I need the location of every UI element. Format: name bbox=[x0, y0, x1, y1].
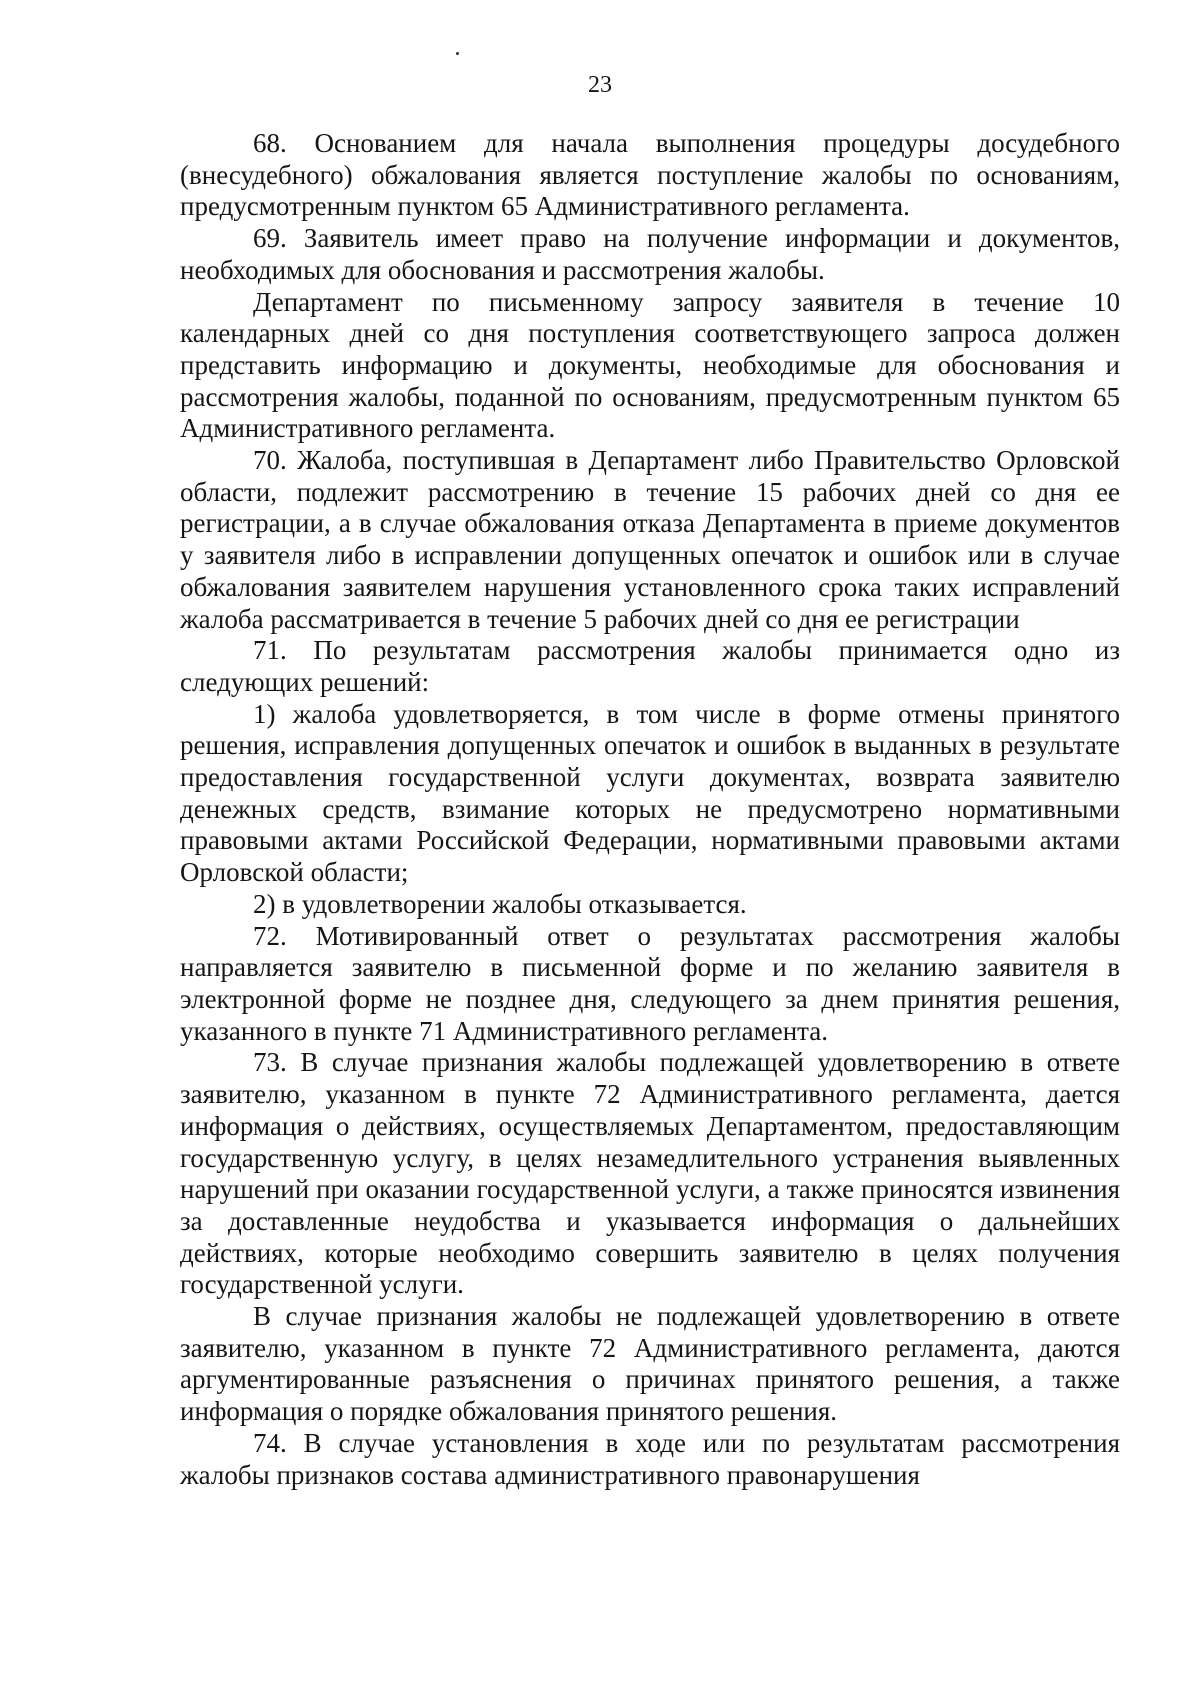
paragraph: 2) в удовлетворении жалобы отказывается. bbox=[253, 888, 747, 919]
paragraph: 68. Основанием для начала выполнения процедуры досудебного (внесудебного) обжалования является поступление жалобы по основаниям, предусмотренным пунктом 65 Административного регламента. bbox=[180, 128, 1120, 222]
paragraph: 70. Жалоба, поступившая в Департамент либо Правительство Орловской области, подлежит рассмотрению в течение 15 рабочих дней со дня ее регистрации, а в случае обжалования отказа Департамента в приеме документов у заявителя либо в исправлении допущенных опечаток и ошибок или в случае обжалования заявителем нарушения установленного срока таких исправлений жалоба рассматривается в течение 5 рабочих дней со дня ее регистрации bbox=[180, 445, 1120, 634]
paragraph: В случае признания жалобы не подлежащей удовлетворению в ответе заявителю, указанном в пункте 72 Административного регламента, даются аргументированные разъяснения о причинах принятого решения, а также информация о порядке обжалования принятого решения. bbox=[180, 1301, 1120, 1427]
scan-speck bbox=[456, 52, 459, 55]
paragraph: 69. Заявитель имеет право на получение информации и документов, необходимых для обоснования и рассмотрения жалобы. bbox=[180, 223, 1120, 285]
paragraph: Департамент по письменному запросу заявителя в течение 10 календарных дней со дня поступления соответствующего запроса должен представить информацию и документы, необходимые для обоснования и рассмотрения жалобы, поданной по основаниям, предусмотренным пунктом 65 Административного регламента. bbox=[180, 286, 1120, 444]
paragraph: 74. В случае установления в ходе или по результатам рассмотрения жалобы признаков состава административного правонарушения bbox=[180, 1427, 1120, 1490]
paragraph: 1) жалоба удовлетворяется, в том числе в форме отмены принятого решения, исправления допущенных опечаток и ошибок в выданных в результате предоставления государственной услуги документах, возврата заявителю денежных средств, взимание которых не предусмотрено нормативными правовыми актами Российской Федерации, нормативными правовыми актами Орловской области; bbox=[180, 698, 1120, 888]
paragraph: 72. Мотивированный ответ о результатах рассмотрения жалобы направляется заявителю в письменной форме и по желанию заявителя в электронной форме не позднее дня, следующего за днем принятия решения, указанного в пункте 71 Административного регламента. bbox=[180, 920, 1120, 1046]
page-number: 23 bbox=[588, 72, 612, 98]
paragraph: 73. В случае признания жалобы подлежащей удовлетворению в ответе заявителю, указанном в пункте 72 Административного регламента, дается информация о действиях, осуществляемых Департаментом, предоставляющим государственную услугу, в целях незамедлительного устранения выявленных нарушений при оказании государственной услуги, а также приносятся извинения за доставленные неудобства и указывается информация о дальнейших действиях, которые необходимо совершить заявителю в целях получения государственной услуги. bbox=[180, 1047, 1120, 1300]
paragraph: 71. По результатам рассмотрения жалобы принимается одно из следующих решений: bbox=[180, 635, 1120, 697]
document-body bbox=[180, 128, 1120, 1491]
